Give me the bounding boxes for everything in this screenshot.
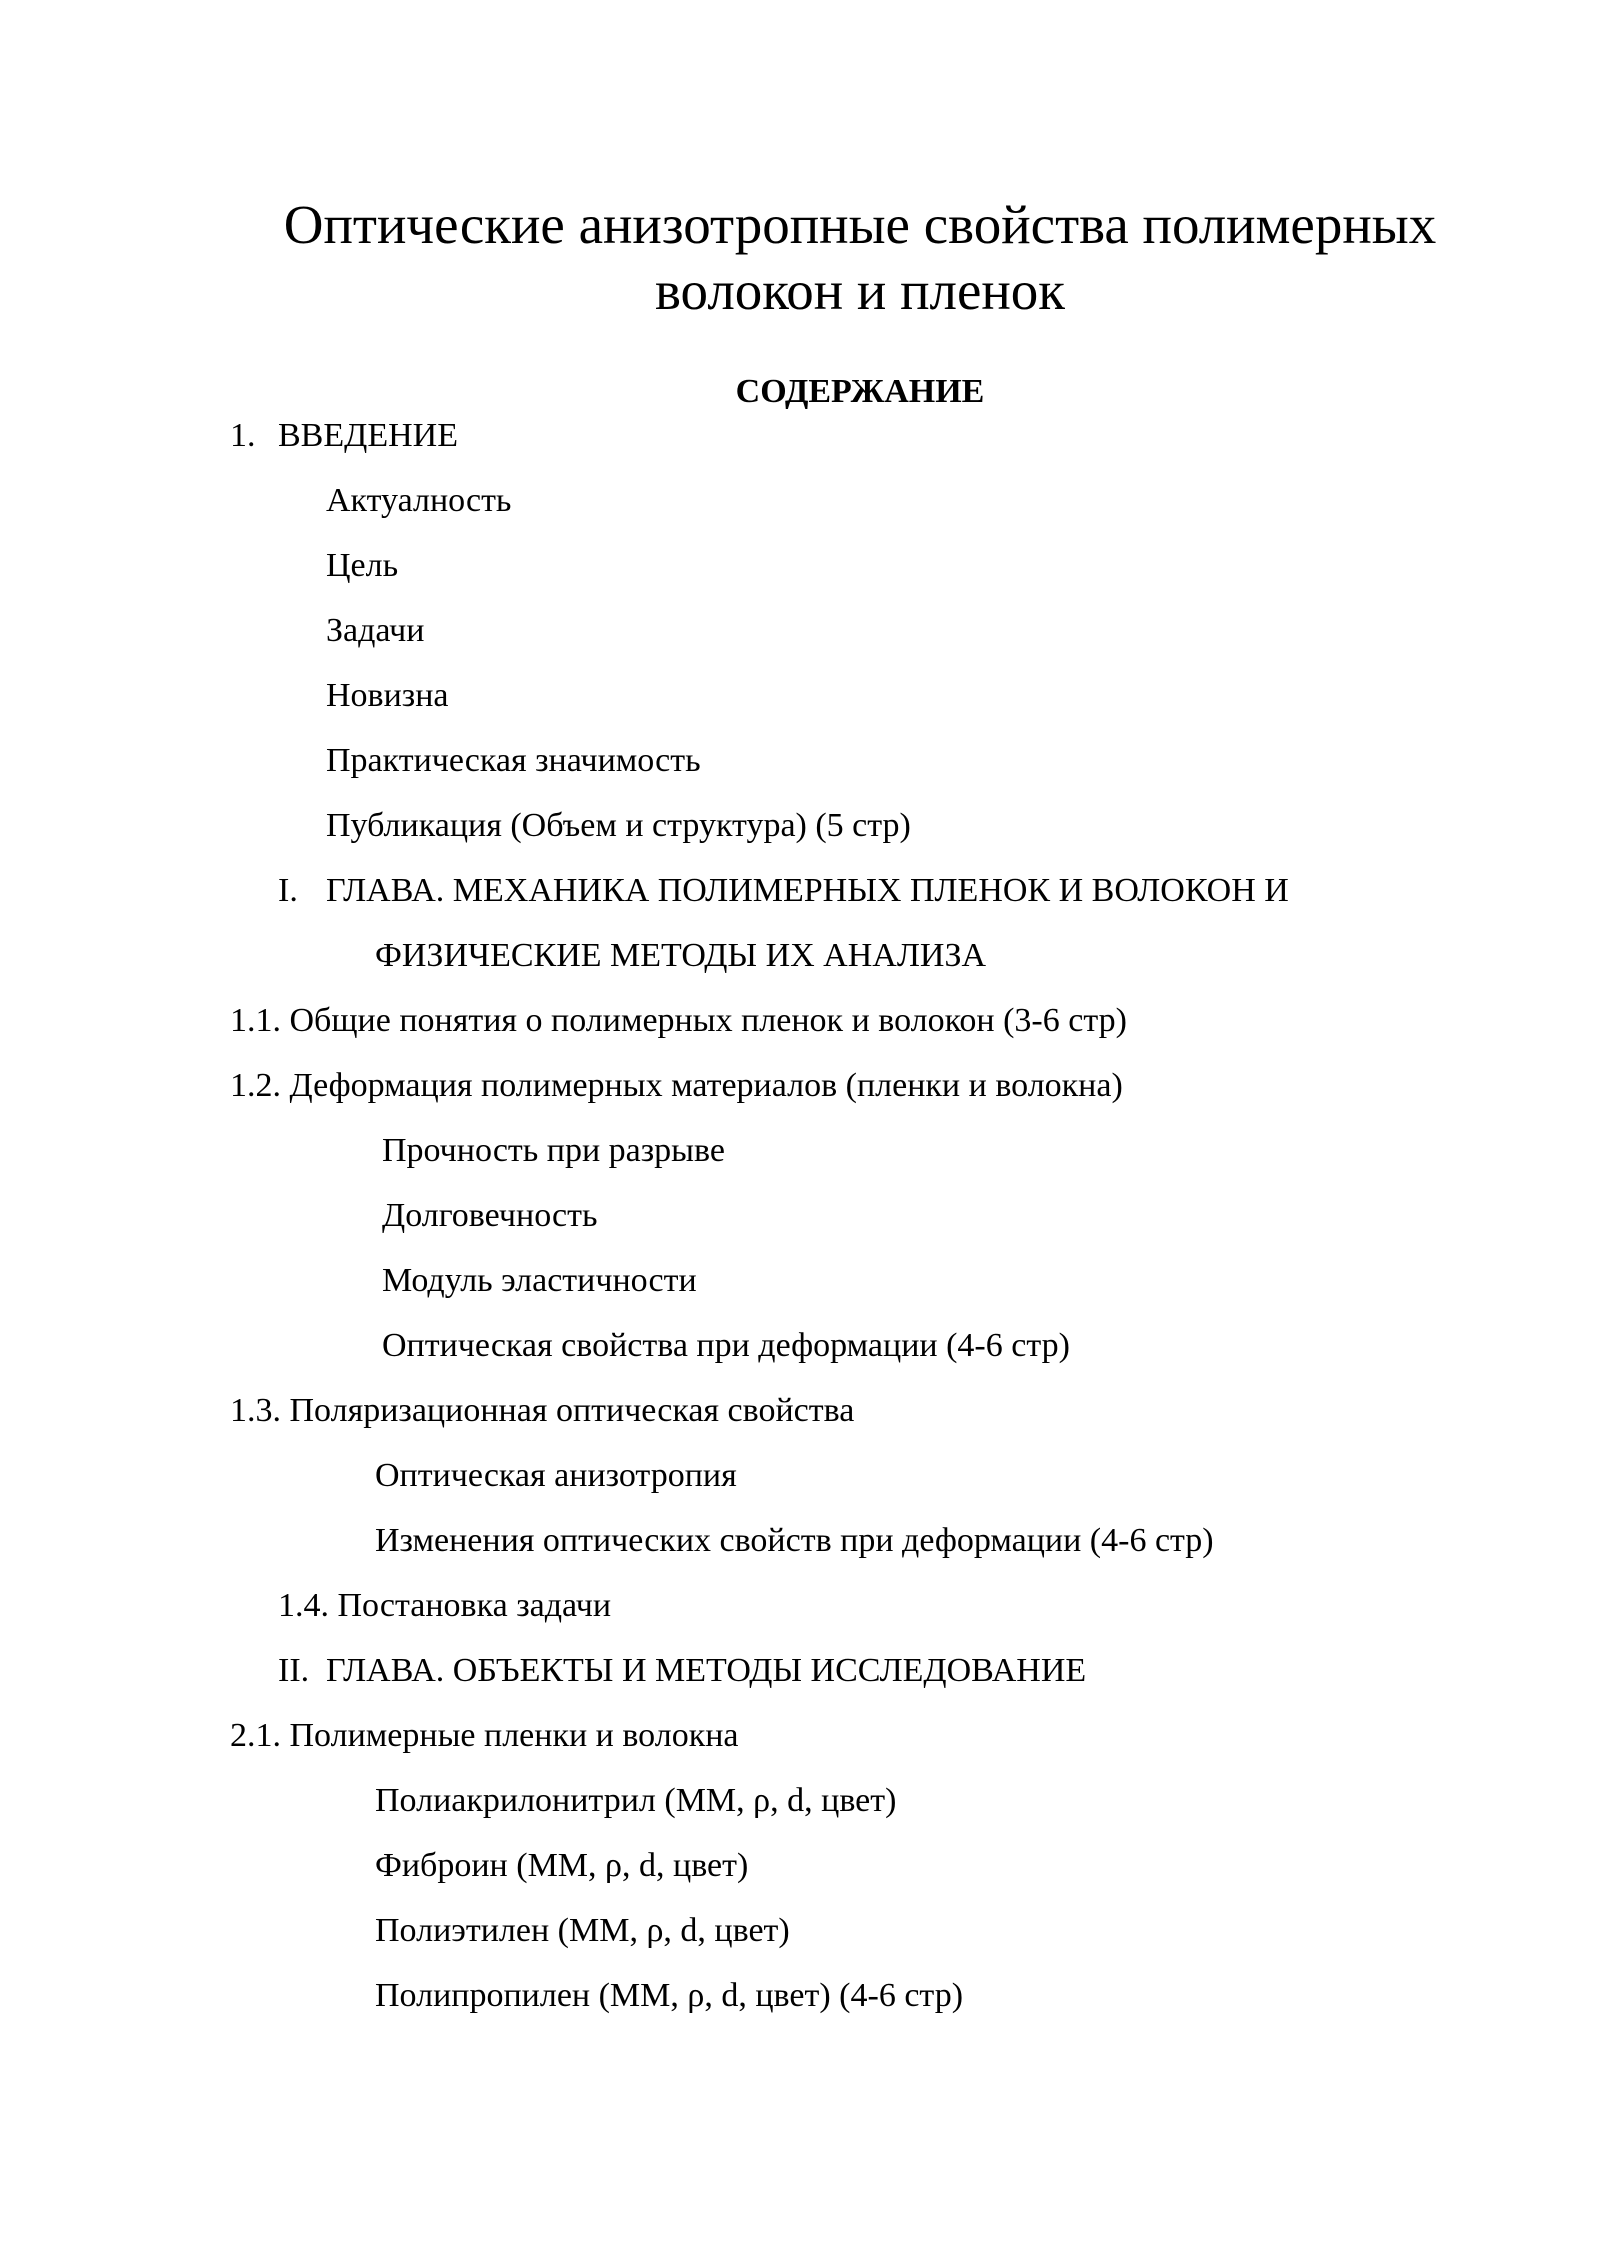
- toc-section: 1.2. Деформация полимерных материалов (пленки и волокна): [230, 1067, 1123, 1104]
- document-title-line-2: волокон и пленок: [654, 260, 1066, 321]
- toc-section: 1.4. Постановка задачи: [278, 1587, 612, 1624]
- toc-item-number: 1.: [230, 417, 256, 454]
- toc-chapter-number: II.: [278, 1652, 310, 1689]
- toc-section: 1.1. Общие понятия о полимерных пленок и волокон (3-6 стр): [230, 1002, 1127, 1039]
- toc-item: Цель: [326, 547, 399, 584]
- toc-section: 1.3. Поляризационная оптическая свойства: [230, 1392, 855, 1429]
- toc-chapter-label: ГЛАВА. МЕХАНИКА ПОЛИМЕРНЫХ ПЛЕНОК И ВОЛОКОН И: [326, 872, 1289, 909]
- toc-item-label: ВВЕДЕНИЕ: [278, 417, 458, 454]
- toc-item-introduction: [230, 414, 458, 458]
- toc-subitem: Полипропилен (ММ, ρ, d, цвет) (4-6 стр): [375, 1977, 964, 2014]
- toc-subitem: Модуль эластичности: [382, 1262, 697, 1299]
- toc-subitem: Полиэтилен (ММ, ρ, d, цвет): [375, 1912, 790, 1949]
- toc-chapter-1: [278, 869, 1289, 913]
- toc-chapter-label: ГЛАВА. ОБЪЕКТЫ И МЕТОДЫ ИССЛЕДОВАНИЕ: [326, 1652, 1087, 1689]
- toc-subitem: Долговечность: [382, 1197, 598, 1234]
- toc-chapter-number: I.: [278, 872, 298, 909]
- toc-section: 2.1. Полимерные пленки и волокна: [230, 1717, 739, 1754]
- document-title-line-1: Оптические анизотропные свойства полимерных: [283, 194, 1437, 255]
- toc-subitem: Оптическая свойства при деформации (4-6 стр): [382, 1327, 1070, 1364]
- toc-item: Новизна: [326, 677, 449, 714]
- toc-chapter-1-continued: ФИЗИЧЕСКИЕ МЕТОДЫ ИХ АНАЛИЗА: [375, 937, 987, 974]
- toc-subitem: Оптическая анизотропия: [375, 1457, 737, 1494]
- toc-heading: СОДЕРЖАНИЕ: [735, 373, 985, 410]
- toc-subitem: Прочность при разрыве: [382, 1132, 725, 1169]
- toc-subitem: Полиакрилонитрил (ММ, ρ, d, цвет): [375, 1782, 897, 1819]
- toc-chapter-2: [278, 1649, 1086, 1693]
- toc-item: Задачи: [326, 612, 425, 649]
- toc-item: Публикация (Объем и структура) (5 стр): [326, 807, 911, 844]
- toc-subitem: Фиброин (ММ, ρ, d, цвет): [375, 1847, 749, 1884]
- toc-subitem: Изменения оптических свойств при деформации (4-6 стр): [375, 1522, 1214, 1559]
- toc-item: Актуалность: [326, 482, 512, 519]
- toc-item: Практическая значимость: [326, 742, 701, 779]
